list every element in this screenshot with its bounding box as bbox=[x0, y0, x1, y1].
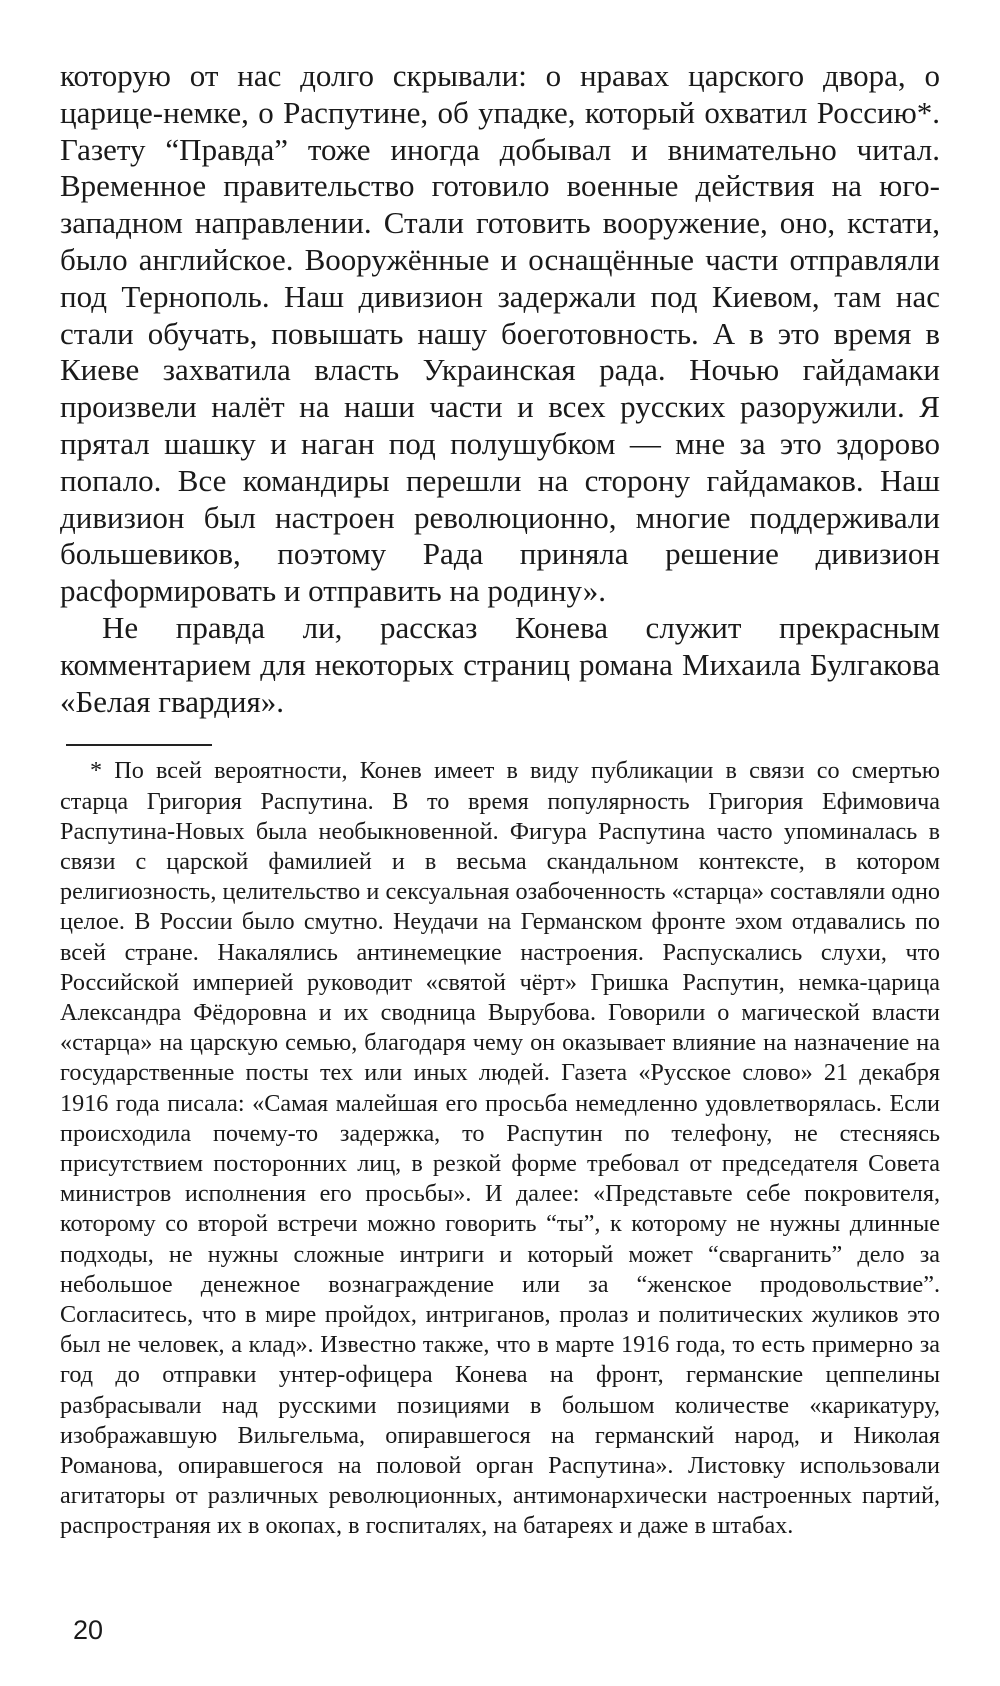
footnote: * По всей вероятности, Конев имеет в виду публикации в связи со смертью старца Григория Распутина. В то время популярность Григория Ефимовича Распутина-Новых была необыкновенной. Фигура Распутина часто упоминалась в связи с царской фамилией и в весьма скандальном контексте, в котором религиозность, целительство и сексуальная озабоченность «старца» составляли одно целое. В России было смутно. Неудачи на Германском фронте эхом отдавались по всей стране. Накалялись антинемецкие настроения. Распускались слухи, что Российской империей руководит «святой чёрт» Гришка Распутин, немка-царица Александра Фёдоровна и их сводница Вырубова. Говорили о магической власти «старца» на царскую семью, благодаря чему он оказывает влияние на назначение на государственные посты тех или иных людей. Газета «Русское слово» 21 декабря 1916 года писала: «Самая малейшая его просьба немедленно удовлетворялась. Если происходила почему-то задержка, то Распутин по телефону, не стесняясь присутствием посторонних лиц, в резкой форме требовал от председателя Совета министров исполнения его просьбы». И далее: «Представьте себе покровителя, которому со второй встречи можно говорить “ты”, к которому не нужны длинные подходы, не нужны сложные интриги и который может “сварганить” дело за небольшое денежное вознаграждение или за “женское продовольствие”. Согласитесь, что в мире пройдох, интриганов, пролаз и политических жуликов это был не человек, а клад». Известно также, что в марте 1916 года, то есть примерно за год до отправки унтер-офицера Конева на фронт, германские цеппелины разбрасывали над русскими позициями в большом количестве «карикатуру, изображавшую Вильгельма, опиравшегося на германский народ, и Николая Романова, опиравшегося на половой орган Распутина». Листовку использовали агитаторы от различных революционных, антимонархически настроенных партий, распространяя их в окопах, в госпиталях, на батареях и даже в штабах. bbox=[60, 757, 940, 1540]
body-paragraph: Не правда ли, рассказ Конева служит прекрасным комментарием для некоторых страниц романа Михаила Булгакова «Белая гвардия». bbox=[60, 609, 940, 719]
body-paragraph: которую от нас долго скрывали: о нравах царского двора, о царице-немке, о Распутине, об упадке, который охватил Россию*. Газету “Правда” тоже иногда добывал и внимательно читал. Временное правительство готовило военные действия на юго-западном направлении. Стали готовить вооружение, оно, кстати, было английское. Вооружённые и оснащённые части отправляли под Тернополь. Наш дивизион задержали под Киевом, там нас стали обучать, повышать нашу боеготовность. А в это время в Киеве захватила власть Украинская рада. Ночью гайдамаки произвели налёт на наши части и всех русских разоружили. Я прятал шашку и наган под полушубком — мне за это здорово попало. Все командиры перешли на сторону гайдамаков. Наш дивизион был настроен революционно, многие поддерживали большевиков, поэтому Рада приняла решение дивизион расформировать и отправить на родину». bbox=[60, 58, 940, 609]
page-number: 20 bbox=[73, 1615, 104, 1645]
footnote-divider bbox=[66, 744, 212, 746]
page-content bbox=[60, 58, 940, 1542]
main-text bbox=[60, 58, 940, 720]
